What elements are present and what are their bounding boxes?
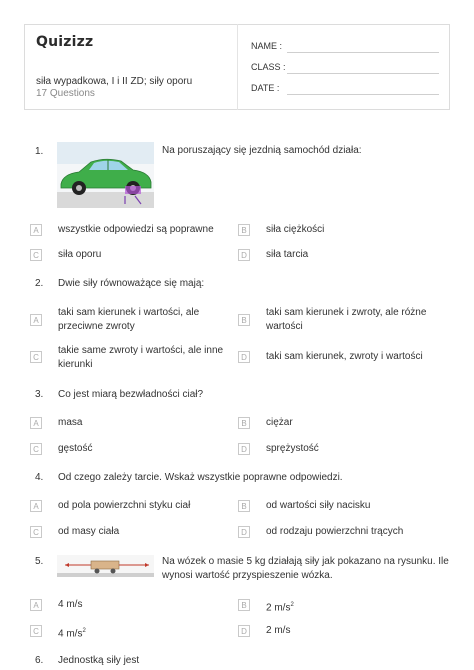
option-text[interactable]: sprężystość xyxy=(266,443,319,454)
question-text: Na wózek o masie 5 kg działają siły jak pokazano na rysunku. Ile wynosi wartość przyspieszenie wózka. xyxy=(162,556,449,581)
option-letter[interactable]: A xyxy=(30,417,42,429)
question-number: 2. xyxy=(35,278,44,289)
option-text[interactable]: od masy ciała xyxy=(58,526,120,537)
cart-diagram xyxy=(57,555,154,577)
question-text: Od czego zależy tarcie. Wskaż wszystkie poprawne odpowiedzi. xyxy=(58,472,343,483)
option-letter[interactable]: B xyxy=(238,500,250,512)
option-letter[interactable]: D xyxy=(238,443,250,455)
quizizz-logo: Quizizz xyxy=(36,34,94,50)
option-text[interactable]: 4 $m/s^2$ xyxy=(58,628,86,640)
option-text[interactable]: 2 $m/s^2$ xyxy=(266,602,294,614)
date-label: DATE : xyxy=(251,83,280,93)
option-text[interactable]: od rodzaju powierzchni trących xyxy=(266,526,404,537)
question-number: 5. xyxy=(35,556,44,567)
option-letter[interactable]: C xyxy=(30,249,42,261)
option-letter[interactable]: D xyxy=(238,351,250,363)
class-label: CLASS : xyxy=(251,62,286,72)
option-letter[interactable]: C xyxy=(30,443,42,455)
question-number: 1. xyxy=(35,146,44,157)
option-text[interactable]: od pola powierzchni styku ciał xyxy=(58,500,191,511)
option-text[interactable]: siła tarcia xyxy=(266,249,309,260)
option-letter[interactable]: C xyxy=(30,625,42,637)
date-field[interactable] xyxy=(287,94,439,95)
option-text[interactable]: masa xyxy=(58,417,83,428)
option-text[interactable]: taki sam kierunek i wartości, ale przeciwne zwroty xyxy=(58,307,200,332)
name-label: NAME : xyxy=(251,41,283,51)
option-letter[interactable]: D xyxy=(238,526,250,538)
option-letter[interactable]: D xyxy=(238,625,250,637)
option-text[interactable]: 4 m/s xyxy=(58,599,83,610)
option-text[interactable]: ciężar xyxy=(266,417,293,428)
question-text: Dwie siły równoważące się mają: xyxy=(58,278,205,289)
question-text: Jednostką siły jest xyxy=(58,655,140,666)
question-text: Co jest miarą bezwładności ciał? xyxy=(58,389,204,400)
option-text[interactable]: od wartości siły nacisku xyxy=(266,500,371,511)
option-letter[interactable]: A xyxy=(30,500,42,512)
car-image xyxy=(57,142,154,208)
option-letter[interactable]: B xyxy=(238,417,250,429)
worksheet-title: siła wypadkowa, I i II ZD; siły oporu xyxy=(36,76,193,87)
option-text[interactable]: gęstość xyxy=(58,443,93,454)
option-text[interactable]: 2 m/s xyxy=(266,625,291,636)
option-letter[interactable]: B xyxy=(238,314,250,326)
option-letter[interactable]: C xyxy=(30,351,42,363)
option-letter[interactable]: B xyxy=(238,224,250,236)
option-text[interactable]: taki sam kierunek i zwroty, ale różne wartości xyxy=(266,307,427,332)
option-text[interactable]: siła oporu xyxy=(58,249,102,260)
option-text[interactable]: wszystkie odpowiedzi są poprawne xyxy=(58,224,214,235)
question-number: 4. xyxy=(35,472,44,483)
question-count: 17 Questions xyxy=(36,88,95,99)
option-letter[interactable]: C xyxy=(30,526,42,538)
option-text[interactable]: takie same zwroty i wartości, ale inne kierunki xyxy=(58,345,224,370)
option-letter[interactable]: D xyxy=(238,249,250,261)
option-text[interactable]: siła ciężkości xyxy=(266,224,325,235)
class-field[interactable] xyxy=(287,73,439,74)
question-text: Na poruszający się jezdnią samochód działa: xyxy=(162,145,362,156)
option-text[interactable]: taki sam kierunek, zwroty i wartości xyxy=(266,351,423,362)
option-letter[interactable]: B xyxy=(238,599,250,611)
option-letter[interactable]: A xyxy=(30,599,42,611)
option-letter[interactable]: A xyxy=(30,314,42,326)
name-field[interactable] xyxy=(287,52,439,53)
option-letter[interactable]: A xyxy=(30,224,42,236)
header-divider xyxy=(237,24,238,110)
question-number: 6. xyxy=(35,655,44,666)
question-number: 3. xyxy=(35,389,44,400)
